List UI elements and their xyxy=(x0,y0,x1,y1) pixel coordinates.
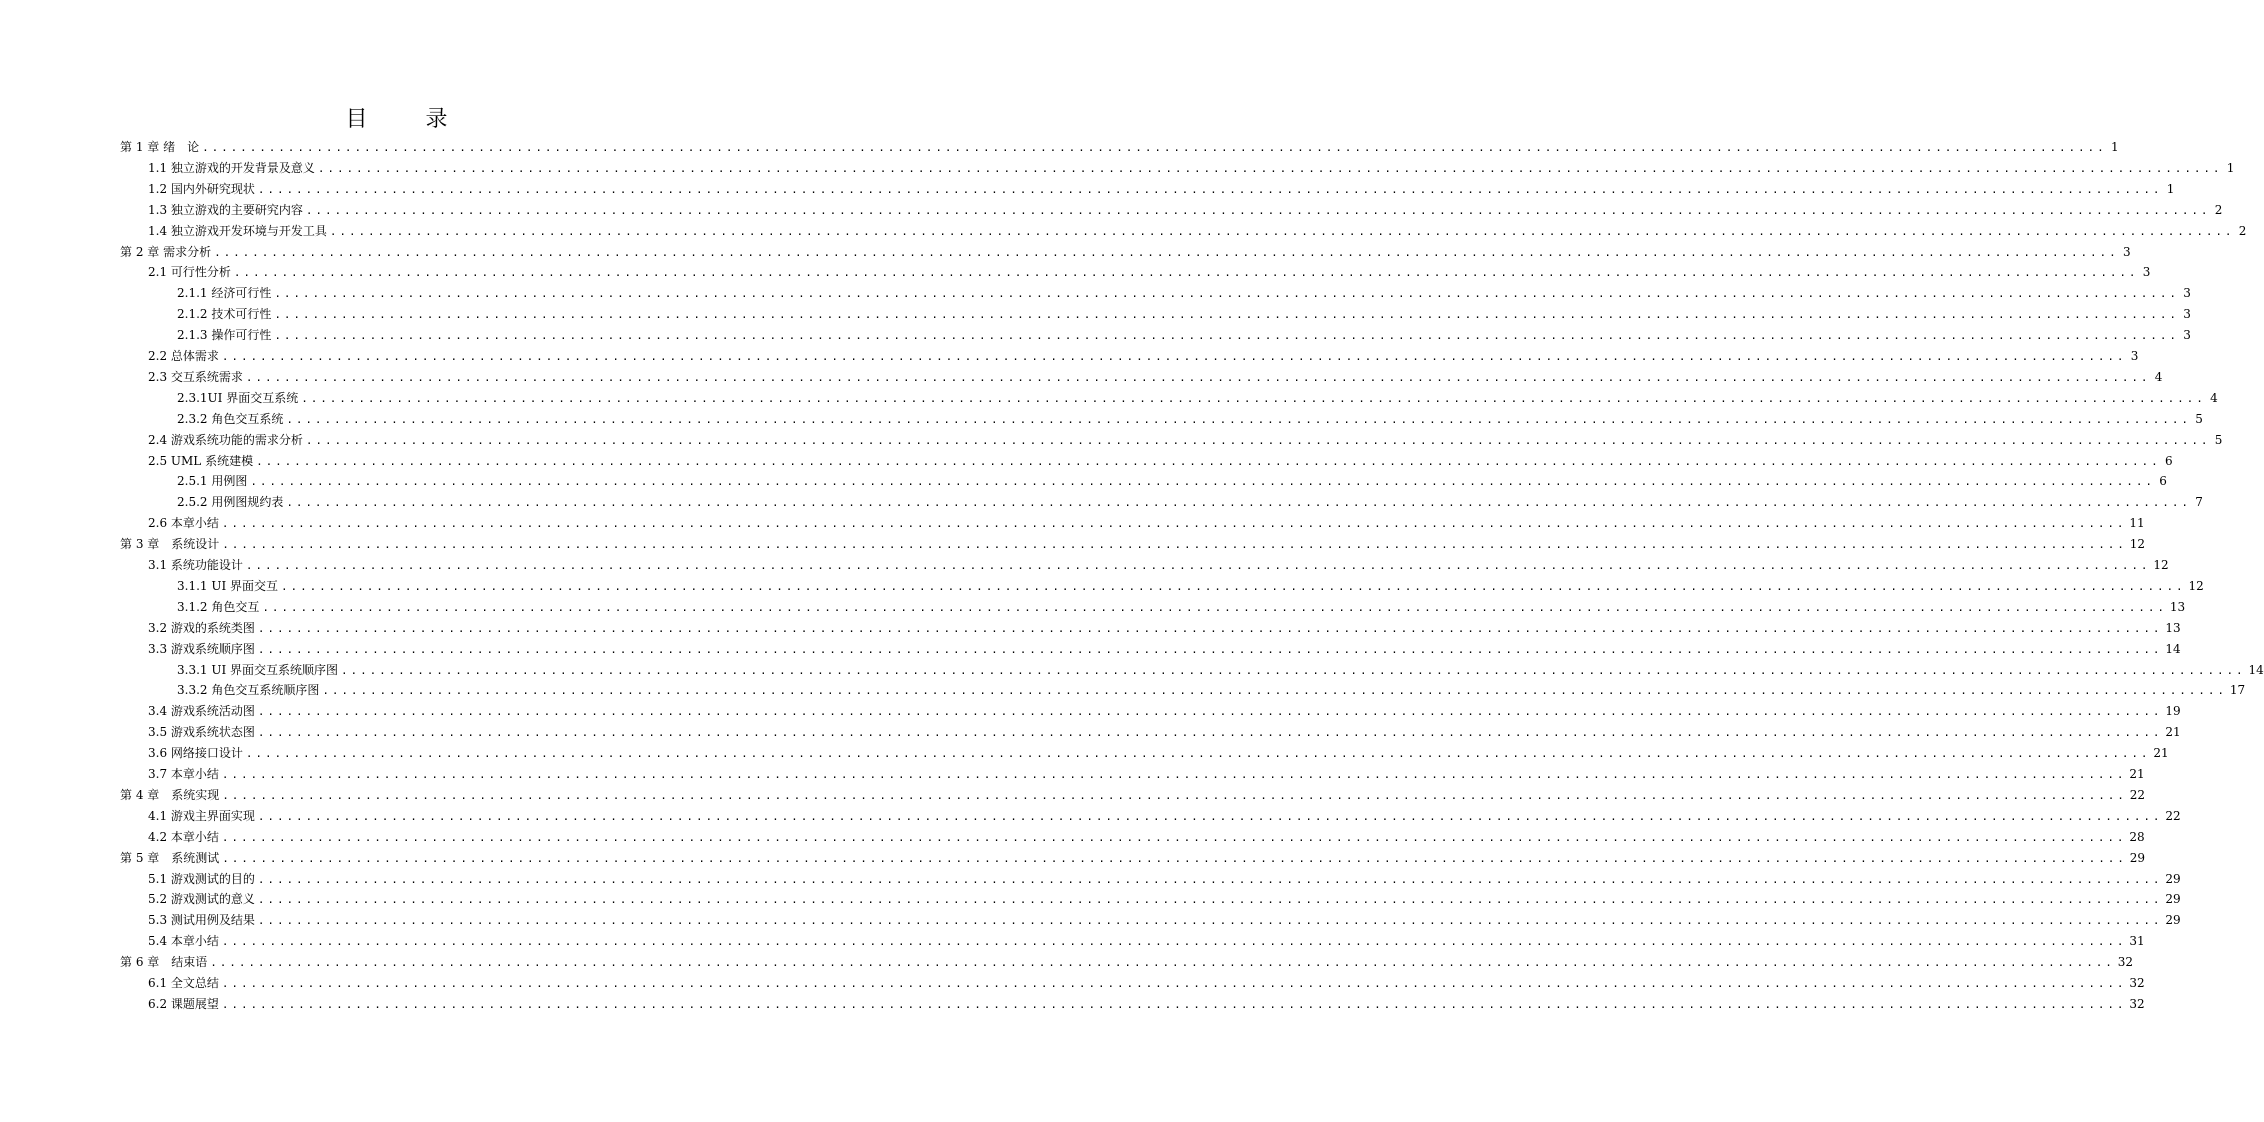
toc-entry-page-number: 14 xyxy=(2248,662,2264,677)
toc-entry-label: 2.5.1 用例图 xyxy=(177,474,248,489)
toc-entry-label: 1.1 独立游戏的开发背景及意义 xyxy=(148,160,315,175)
toc-entry-label: 5.3 测试用例及结果 xyxy=(148,913,255,928)
toc-entry-page-number: 1 xyxy=(2226,160,2235,175)
toc-entry-page-number: 32 xyxy=(2129,996,2145,1011)
toc-entry-label: 第 6 章 结束语 xyxy=(120,955,208,970)
toc-entry[interactable] xyxy=(148,346,2139,367)
toc-entry-page-number: 29 xyxy=(2165,892,2181,907)
toc-entry-label: 5.4 本章小结 xyxy=(148,934,219,949)
toc-entry-page-number: 5 xyxy=(2214,432,2223,447)
toc-entry-label: 5.2 游戏测试的意义 xyxy=(148,892,255,907)
toc-entry-label: 3.2 游戏的系统类图 xyxy=(148,620,255,635)
toc-entry[interactable] xyxy=(148,158,2235,179)
toc-entry[interactable] xyxy=(177,471,2167,492)
toc-entry[interactable] xyxy=(148,806,2181,827)
toc-entry-label: 2.1.2 技术可行性 xyxy=(177,307,272,322)
toc-entry-page-number: 6 xyxy=(2159,474,2167,489)
toc-entry-label: 6.1 全文总结 xyxy=(148,976,219,990)
toc-entry-page-number: 29 xyxy=(2165,871,2181,886)
toc-dot-leader: ........................................................................................................................................................................................................ xyxy=(281,579,2186,593)
toc-entry-page-number: 12 xyxy=(2153,558,2169,572)
toc-dot-leader: ........................................................................................................................................................................................................ xyxy=(221,830,2127,844)
toc-entry[interactable] xyxy=(148,262,2151,283)
toc-entry-label: 第 1 章 绪 论 xyxy=(120,140,200,154)
toc-entry-page-number: 4 xyxy=(2210,390,2218,405)
toc-entry-page-number: 29 xyxy=(2129,850,2146,865)
toc-entry[interactable] xyxy=(148,931,2145,952)
toc-dot-leader: ........................................................................................................................................................................................................ xyxy=(257,872,2163,886)
toc-entry-page-number: 2 xyxy=(2238,223,2247,238)
toc-dot-leader: ........................................................................................................................................................................................................ xyxy=(222,851,2127,865)
toc-entry[interactable] xyxy=(148,555,2169,576)
toc-entry-page-number: 32 xyxy=(2129,976,2145,990)
toc-entry-page-number: 12 xyxy=(2129,537,2146,552)
toc-dot-leader: ........................................................................................................................................................................................................ xyxy=(341,663,2246,677)
toc-entry-page-number: 22 xyxy=(2165,808,2181,823)
toc-dot-leader: ........................................................................................................................................................................................................ xyxy=(222,788,2127,802)
toc-entry-label: 3.3 游戏系统顺序图 xyxy=(148,641,255,656)
toc-entry-page-number: 21 xyxy=(2153,746,2169,761)
toc-dot-leader: ........................................................................................................................................................................................................ xyxy=(221,768,2127,781)
toc-dot-leader: ........................................................................................................................................................................................................ xyxy=(250,475,2155,489)
toc-entry[interactable] xyxy=(120,848,2146,869)
toc-dot-leader: ........................................................................................................................................................................................................ xyxy=(257,705,2163,719)
toc-entry[interactable] xyxy=(177,388,2218,409)
toc-entry-label: 2.1.3 操作可行性 xyxy=(177,328,272,343)
toc-dot-leader: ........................................................................................................................................................................................................ xyxy=(221,350,2127,363)
toc-entry[interactable] xyxy=(177,325,2191,346)
toc-entry-page-number: 3 xyxy=(2183,307,2191,322)
toc-dot-leader: ........................................................................................................................................................................................................ xyxy=(257,182,2163,196)
toc-entry-label: 1.4 独立游戏开发环境与开发工具 xyxy=(148,223,327,238)
toc-dot-leader: ........................................................................................................................................................................................................ xyxy=(274,308,2179,322)
toc-entry-page-number: 1 xyxy=(2166,181,2175,196)
toc-entry[interactable] xyxy=(148,179,2175,200)
toc-dot-leader: ........................................................................................................................................................................................................ xyxy=(245,370,2151,384)
toc-entry-page-number: 3 xyxy=(2142,265,2151,280)
toc-entry-page-number: 13 xyxy=(2165,620,2181,635)
toc-dot-leader: ........................................................................................................................................................................................................ xyxy=(222,538,2127,552)
toc-dot-leader: ........................................................................................................................................................................................................ xyxy=(257,914,2163,928)
toc-entry[interactable] xyxy=(120,137,2119,158)
page-title: 目 录 xyxy=(345,107,466,132)
toc-entry[interactable] xyxy=(148,910,2181,931)
toc-entry-page-number: 14 xyxy=(2165,641,2181,656)
toc-entry-page-number: 22 xyxy=(2129,787,2146,802)
toc-dot-leader: ........................................................................................................................................................................................................ xyxy=(202,141,2107,154)
toc-entry-label: 4.1 游戏主界面实现 xyxy=(148,808,255,823)
toc-entry-label: 3.4 游戏系统活动图 xyxy=(148,704,255,719)
toc-entry-label: 5.1 游戏测试的目的 xyxy=(148,871,255,886)
toc-entry-label: 第 2 章 需求分析 xyxy=(120,244,212,259)
toc-entry[interactable] xyxy=(148,618,2181,639)
toc-entry-page-number: 3 xyxy=(2130,349,2139,363)
toc-entry[interactable] xyxy=(177,660,2264,681)
toc-entry[interactable] xyxy=(148,764,2145,785)
toc-entry[interactable] xyxy=(177,576,2204,597)
toc-entry[interactable] xyxy=(148,451,2173,472)
toc-entry[interactable] xyxy=(148,701,2181,722)
toc-entry-label: 2.5 UML 系统建模 xyxy=(148,453,254,468)
toc-entry-label: 第 5 章 系统测试 xyxy=(120,850,220,865)
toc-entry-label: 2.6 本章小结 xyxy=(148,516,219,531)
toc-entry-label: 2.5.2 用例图规约表 xyxy=(177,495,284,510)
toc-entry-page-number: 17 xyxy=(2229,683,2246,698)
toc-entry[interactable] xyxy=(177,597,2186,618)
toc-dot-leader: ........................................................................................................................................................................................................ xyxy=(305,203,2211,217)
toc-entry-label: 4.2 本章小结 xyxy=(148,829,219,844)
toc-entry-page-number: 6 xyxy=(2164,453,2173,468)
toc-dot-leader: ........................................................................................................................................................................................................ xyxy=(286,496,2191,510)
toc-entry[interactable] xyxy=(148,367,2163,388)
toc-entry-label: 1.3 独立游戏的主要研究内容 xyxy=(148,202,303,217)
toc-entry-page-number: 3 xyxy=(2183,286,2191,301)
toc-entry[interactable] xyxy=(120,952,2134,973)
toc-entry-label: 2.4 游戏系统功能的需求分析 xyxy=(148,432,303,447)
toc-entry[interactable] xyxy=(120,785,2146,806)
toc-dot-leader: ........................................................................................................................................................................................................ xyxy=(317,161,2223,175)
toc-entry-page-number: 12 xyxy=(2188,578,2204,593)
toc-entry-label: 2.3.1UI 界面交互系统 xyxy=(177,390,299,405)
toc-entry[interactable] xyxy=(148,973,2145,994)
toc-dot-leader: ........................................................................................................................................................................................................ xyxy=(221,977,2127,990)
toc-entry-label: 6.2 课题展望 xyxy=(148,996,219,1011)
toc-entry-label: 3.7 本章小结 xyxy=(148,767,219,781)
toc-dot-leader: ........................................................................................................................................................................................................ xyxy=(256,454,2161,468)
toc-entry-label: 2.3 交互系统需求 xyxy=(148,369,243,384)
toc-entry-page-number: 32 xyxy=(2117,955,2134,970)
toc-entry[interactable] xyxy=(148,639,2181,660)
toc-entry[interactable] xyxy=(177,492,2203,513)
toc-entry[interactable] xyxy=(148,889,2181,910)
toc-entry-label: 3.1.2 角色交互 xyxy=(177,599,260,614)
toc-dot-leader: ........................................................................................................................................................................................................ xyxy=(286,412,2191,426)
toc-entry[interactable] xyxy=(148,430,2223,451)
toc-entry-page-number: 29 xyxy=(2165,913,2181,928)
toc-dot-leader: ........................................................................................................................................................................................................ xyxy=(322,684,2227,698)
toc-entry[interactable] xyxy=(120,242,2131,263)
toc-dot-leader: ........................................................................................................................................................................................................ xyxy=(301,391,2206,405)
toc-entry-label: 2.2 总体需求 xyxy=(148,349,219,363)
toc-dot-leader: ........................................................................................................................................................................................................ xyxy=(305,433,2211,447)
toc-entry-page-number: 11 xyxy=(2129,516,2145,531)
toc-dot-leader: ........................................................................................................................................................................................................ xyxy=(245,747,2151,761)
toc-dot-leader: ........................................................................................................................................................................................................ xyxy=(221,997,2127,1011)
toc-entry-page-number: 28 xyxy=(2129,829,2145,844)
toc-entry[interactable] xyxy=(148,743,2169,764)
toc-entry-label: 2.1 可行性分析 xyxy=(148,265,231,280)
toc-entry[interactable] xyxy=(148,722,2181,743)
toc-entry[interactable] xyxy=(177,304,2191,325)
toc-dot-leader: ........................................................................................................................................................................................................ xyxy=(214,245,2119,259)
toc-entry-page-number: 31 xyxy=(2129,934,2145,949)
toc-entry[interactable] xyxy=(177,283,2191,304)
toc-entry-page-number: 1 xyxy=(2110,140,2119,154)
toc-entry-page-number: 3 xyxy=(2122,244,2131,259)
toc-entry-label: 第 4 章 系统实现 xyxy=(120,787,220,802)
toc-entry-label: 2.3.2 角色交互系统 xyxy=(177,411,284,426)
toc-entry[interactable] xyxy=(148,221,2247,242)
toc-dot-leader: ........................................................................................................................................................................................................ xyxy=(274,329,2179,343)
toc-entry[interactable] xyxy=(148,200,2223,221)
toc-entry-page-number: 2 xyxy=(2214,202,2223,217)
toc-entry-page-number: 21 xyxy=(2165,725,2181,740)
toc-entry-label: 3.3.1 UI 界面交互系统顺序图 xyxy=(177,662,339,677)
toc-dot-leader: ........................................................................................................................................................................................................ xyxy=(257,642,2163,656)
toc-entry[interactable] xyxy=(177,409,2203,430)
toc-entry[interactable] xyxy=(120,534,2146,555)
toc-dot-leader: ........................................................................................................................................................................................................ xyxy=(221,517,2127,531)
toc-entry-label: 3.5 游戏系统状态图 xyxy=(148,725,255,740)
toc-dot-leader: ........................................................................................................................................................................................................ xyxy=(257,621,2163,635)
toc-entry[interactable] xyxy=(177,680,2246,701)
toc-dot-leader: ........................................................................................................................................................................................................ xyxy=(210,956,2115,970)
toc-entry-label: 1.2 国内外研究现状 xyxy=(148,181,255,196)
toc-dot-leader: ........................................................................................................................................................................................................ xyxy=(329,224,2235,238)
toc-dot-leader: ........................................................................................................................................................................................................ xyxy=(262,600,2167,614)
toc-entry-page-number: 4 xyxy=(2154,369,2163,384)
toc-entry[interactable] xyxy=(148,513,2145,534)
toc-entry-page-number: 19 xyxy=(2165,704,2181,719)
toc-entry-label: 第 3 章 系统设计 xyxy=(120,537,220,552)
toc-entry-label: 3.1 系统功能设计 xyxy=(148,558,243,572)
toc-entry-page-number: 5 xyxy=(2195,411,2203,426)
toc-entry[interactable] xyxy=(148,869,2181,890)
toc-entry-page-number: 7 xyxy=(2195,495,2203,510)
toc-dot-leader: ........................................................................................................................................................................................................ xyxy=(221,935,2127,949)
toc-entry[interactable] xyxy=(148,827,2145,848)
toc-dot-leader: ........................................................................................................................................................................................................ xyxy=(257,893,2163,907)
toc-entry-page-number: 21 xyxy=(2129,767,2145,781)
toc-dot-leader: ........................................................................................................................................................................................................ xyxy=(257,809,2163,823)
toc-entry-label: 3.3.2 角色交互系统顺序图 xyxy=(177,683,320,698)
toc-entry-label: 3.6 网络接口设计 xyxy=(148,746,243,761)
toc-entry-page-number: 13 xyxy=(2169,599,2186,614)
toc-entry-page-number: 3 xyxy=(2183,328,2191,343)
toc-entry[interactable] xyxy=(148,994,2145,1015)
toc-dot-leader: ........................................................................................................................................................................................................ xyxy=(245,559,2151,572)
toc-dot-leader: ........................................................................................................................................................................................................ xyxy=(274,287,2179,301)
toc-dot-leader: ........................................................................................................................................................................................................ xyxy=(257,726,2163,740)
toc-entry-label: 3.1.1 UI 界面交互 xyxy=(177,578,279,593)
toc-entry-label: 2.1.1 经济可行性 xyxy=(177,286,272,301)
toc-dot-leader: ........................................................................................................................................................................................................ xyxy=(233,266,2139,280)
